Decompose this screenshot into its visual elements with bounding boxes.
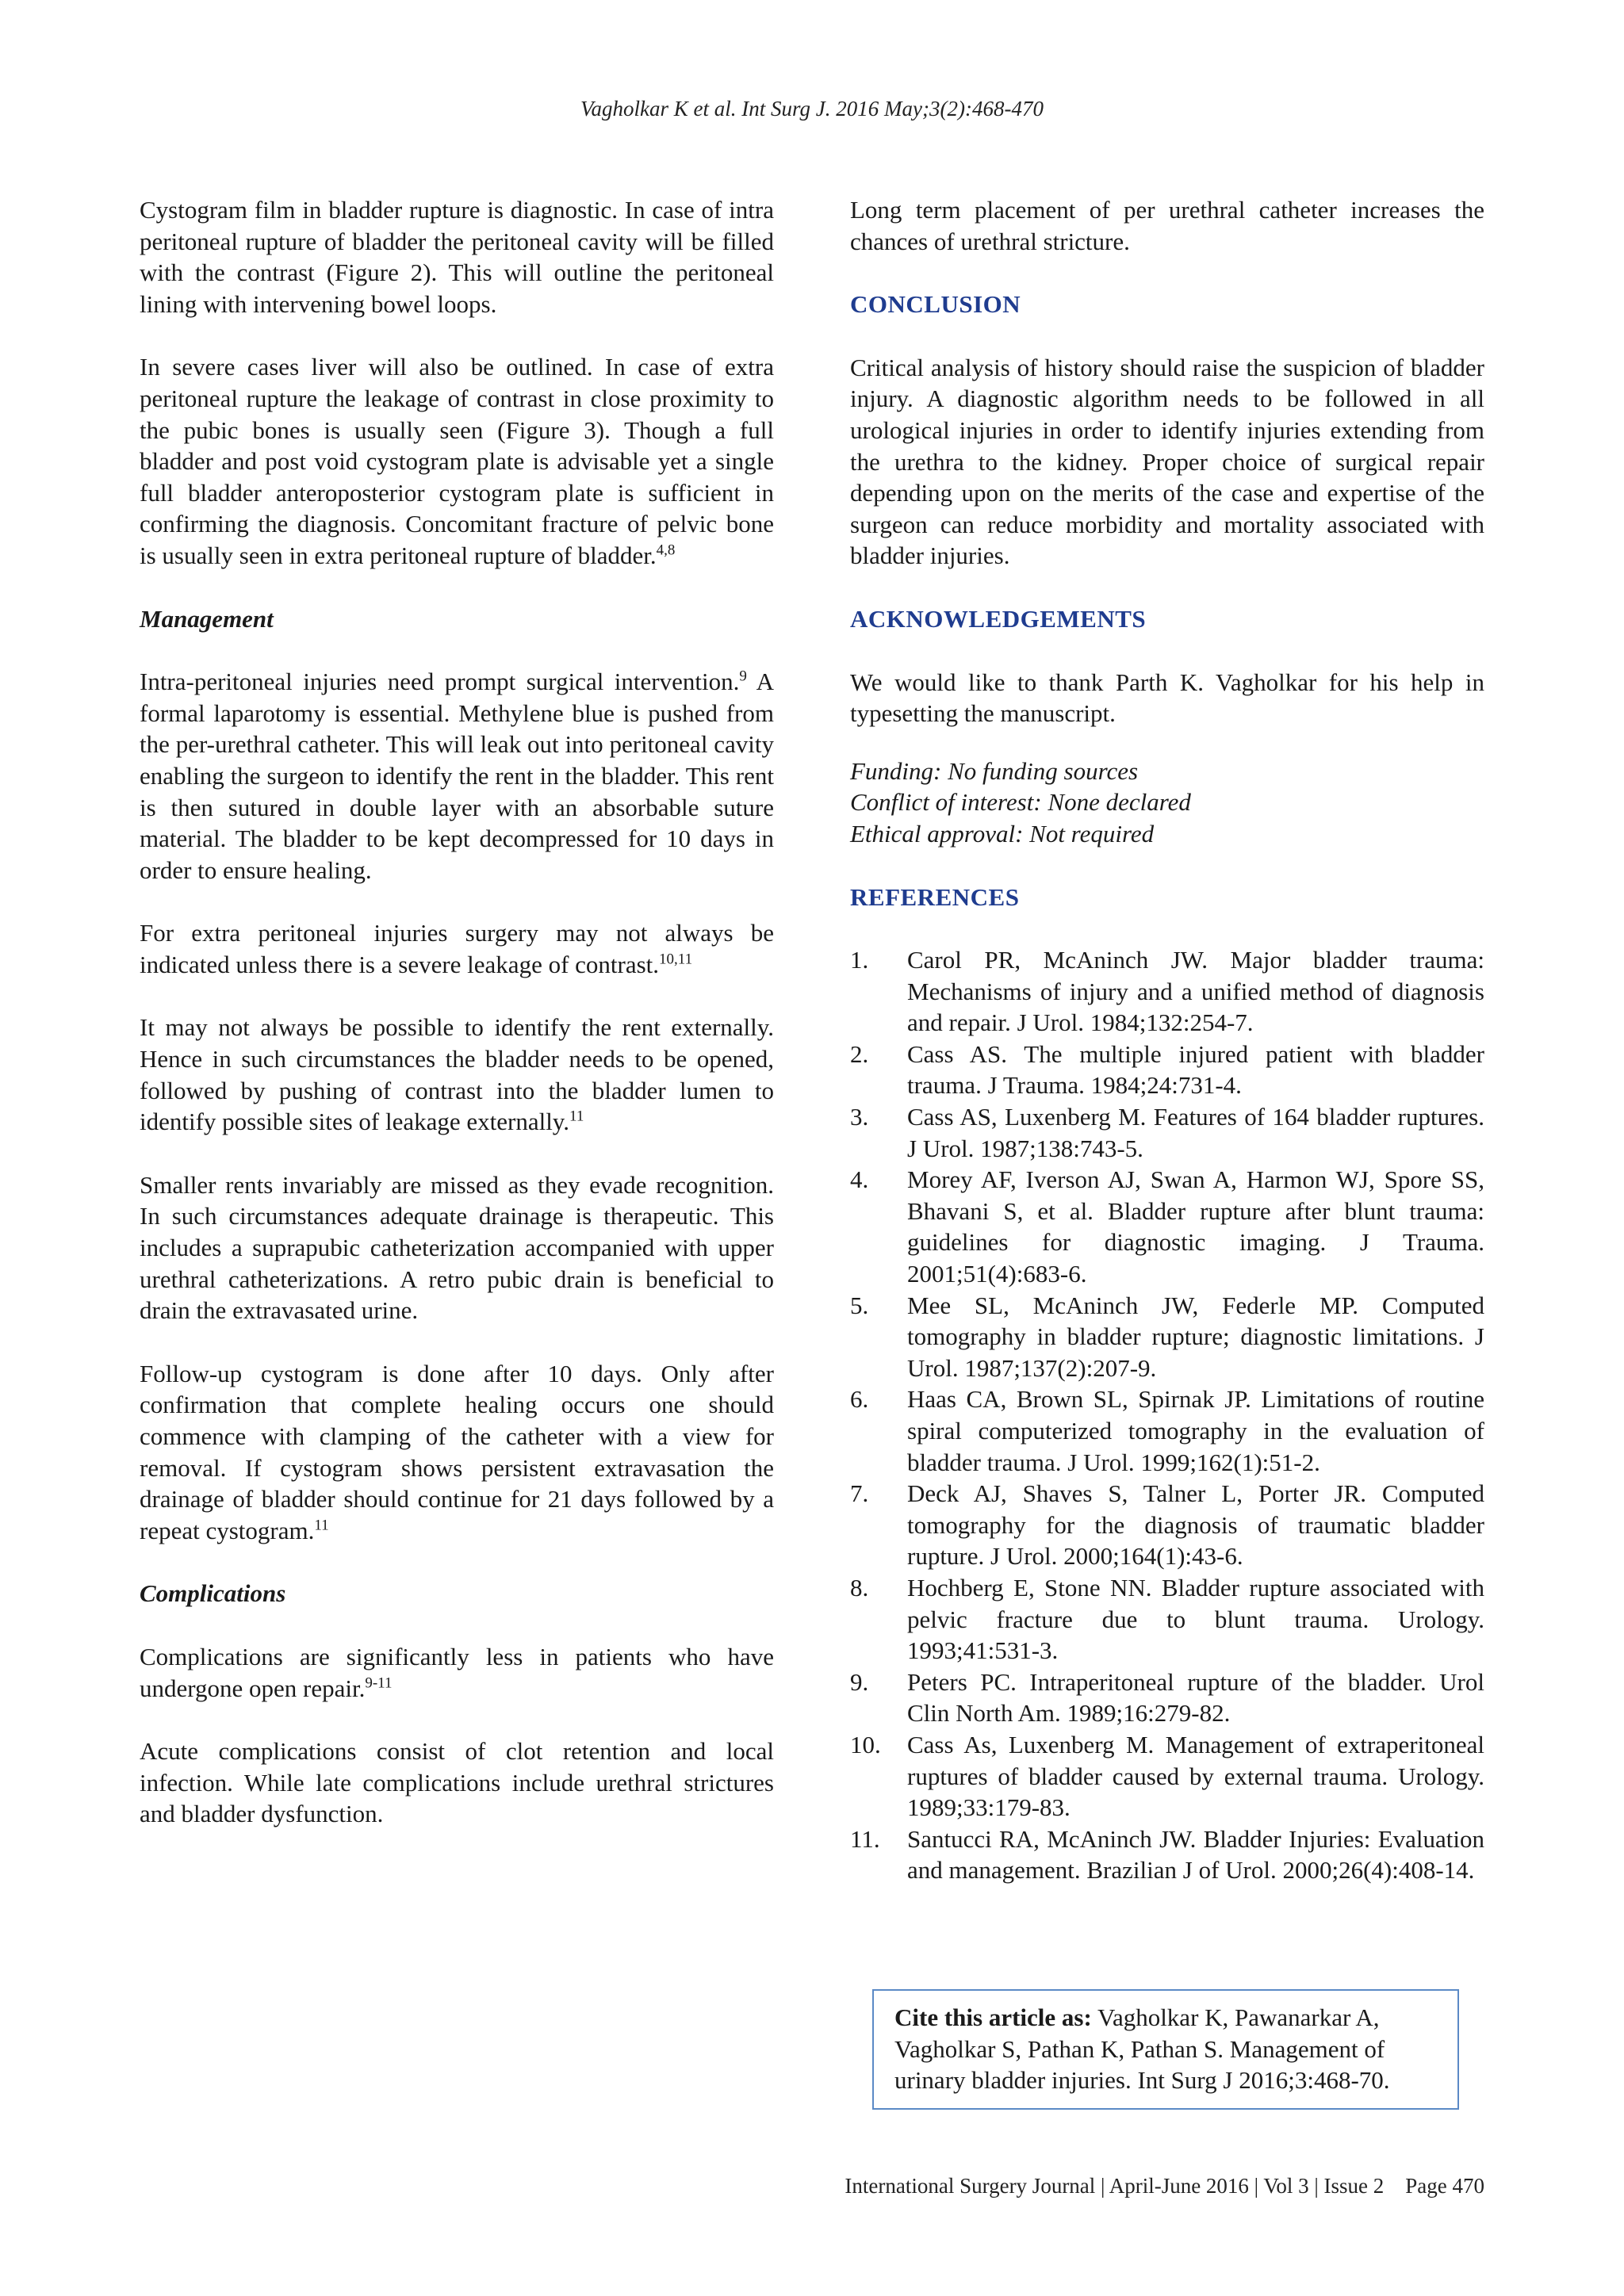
paragraph: It may not always be possible to identify the rent externally. Hence in such circumstances the bladder needs to be opened, followed by pushing of contrast into the bladder lumen to identify possible sites of leakage externally.$^{11}$ — [140, 1013, 774, 1136]
reference-item: 6. Haas CA, Brown SL, Spirnak JP. Limitations of routine spiral computerized tomography in the evaluation of bladder trauma. J Urol. 1999;162(1):51-2. — [850, 1385, 1484, 1476]
conflict-statement: Conflict of interest: None declared — [850, 788, 1191, 817]
right-column — [850, 194, 1484, 1886]
conclusion-heading: CONCLUSION — [850, 290, 1021, 319]
cite-text: Vagholkar K, Pawanarkar A, Vagholkar S, Pathan K, Pathan S. Management of urinary bladder injuries. Int Surg J 2016;3:468-70. — [894, 2003, 1390, 2095]
reference-item: 1. Carol PR, McAninch JW. Major bladder trauma: Mechanisms of injury and a unified method of diagnosis and repair. J Urol. 1984;132:254-7. — [850, 946, 1484, 1037]
reference-list — [850, 944, 1484, 1886]
paragraph: For extra peritoneal injuries surgery may not always be indicated unless there is a severe leakage of contrast.$^{10,11}$ — [140, 919, 774, 978]
funding-statement: Funding: No funding sources — [850, 756, 1139, 785]
reference-item: 10. Cass As, Luxenberg M. Management of extraperitoneal ruptures of bladder caused by external trauma. Urology. 1989;33:179-83. — [850, 1730, 1484, 1822]
citation-superscript: 9 — [739, 668, 747, 685]
paragraph: In severe cases liver will also be outlined. In case of extra peritoneal rupture the leakage of contrast in close proximity to the pubic bones is usually seen (Figure 3). Though a full bladder and post void cystogram plate is advisable yet a single full bladder anteroposterior cystogram plate is sufficient in confirming the diagnosis. Concomitant fracture of pelvic bone is usually seen in extra peritoneal rupture of bladder.$^{4,8}$ — [140, 353, 774, 569]
complications-heading: Complications — [140, 1579, 286, 1608]
reference-item: 7. Deck AJ, Shaves S, Talner L, Porter JR. Computed tomography for the diagnosis of traumatic bladder rupture. J Urol. 2000;164(1):43-6. — [850, 1479, 1484, 1571]
citation-superscript: 10,11 — [659, 951, 693, 968]
management-heading: Management — [140, 604, 274, 633]
citation-superscript: 11 — [314, 1517, 329, 1534]
reference-item: 8. Hochberg E, Stone NN. Bladder rupture associated with pelvic fracture due to blunt trauma. Urology. 1993;41:531-3. — [850, 1573, 1484, 1665]
reference-item: 5. Mee SL, McAninch JW, Federle MP. Computed tomography in bladder rupture; diagnostic limitations. J Urol. 1987;137(2):207-9. — [850, 1291, 1484, 1382]
ethics-statement: Ethical approval: Not required — [850, 819, 1155, 848]
cite-label: Cite this article as: — [894, 2003, 1092, 2031]
citation-superscript: 4,8 — [656, 541, 676, 559]
references-heading: REFERENCES — [850, 882, 1020, 911]
paragraph: Complications are significantly less in patients who have undergone open repair.$^{9-11}$ — [140, 1642, 774, 1702]
paragraph: Acute complications consist of clot retention and local infection. While late complications include urethral strictures and bladder dysfunction. — [140, 1737, 774, 1828]
page-footer: International Surgery Journal | April-June 2016 | Vol 3 | Issue 2 Page 470 — [845, 2174, 1484, 2198]
reference-item: 3. Cass AS, Luxenberg M. Features of 164 bladder ruptures. J Urol. 1987;138:743-5. — [850, 1103, 1484, 1162]
acknowledgements-heading: ACKNOWLEDGEMENTS — [850, 604, 1147, 633]
cite-box — [872, 1989, 1459, 2110]
declarations — [850, 756, 1484, 850]
reference-item: 9. Peters PC. Intraperitoneal rupture of the bladder. Urol Clin North Am. 1989;16:279-82. — [850, 1667, 1484, 1728]
paragraph: Critical analysis of history should raise the suspicion of bladder injury. A diagnostic algorithm needs to be followed in all urological injuries in order to identify injuries extending from the urethra to the kidney. Proper choice of surgical repair depending upon on the merits of the case and expertise of the surgeon can reduce morbidity and mortality associated with bladder injuries. — [850, 353, 1484, 570]
running-head: Vagholkar K et al. Int Surg J. 2016 May;3(2):468-470 — [580, 97, 1044, 121]
paragraph: Long term placement of per urethral catheter increases the chances of urethral stricture. — [850, 196, 1484, 255]
paragraph: Follow-up cystogram is done after 10 days. Only after confirmation that complete healing occurs one should commence with clamping of the catheter with a view for removal. If cystogram shows persistent extravasation the drainage of bladder should continue for 21 days followed by a repeat cystogram.$^{11}$ — [140, 1359, 774, 1544]
paragraph: Smaller rents invariably are missed as they evade recognition. In such circumstances adequate drainage is therapeutic. This includes a suprapubic catheterization accompanied with upper urethral catheterizations. A retro pubic drain is beneficial to drain the extravasated urine. — [140, 1170, 774, 1325]
reference-item: 11. Santucci RA, McAninch JW. Bladder Injuries: Evaluation and management. Brazilian J of Urol. 2000;26(4):408-14. — [850, 1824, 1484, 1885]
paragraph: Intra-peritoneal injuries need prompt surgical intervention.$^9$ A formal laparotomy is essential. Methylene blue is pushed from the per-urethral catheter. This will leak out into peritoneal cavity enabling the surgeon to identify the rent in the bladder. This rent is then sutured in double layer with an absorbable suture material. The bladder to be kept decompressed for 10 days in order to ensure healing. — [140, 668, 774, 884]
paragraph: Cystogram film in bladder rupture is diagnostic. In case of intra peritoneal rupture of bladder the peritoneal cavity will be filled with the contrast (Figure 2). This will outline the peritoneal lining with intervening bowel loops. — [140, 196, 774, 318]
reference-item: 2. Cass AS. The multiple injured patient with bladder trauma. J Trauma. 1984;24:731-4. — [850, 1039, 1484, 1100]
left-column — [140, 194, 774, 1830]
paragraph: We would like to thank Parth K. Vagholkar for his help in typesetting the manuscript. — [850, 668, 1484, 728]
citation-superscript: 9-11 — [365, 1674, 393, 1692]
reference-item: 4. Morey AF, Iverson AJ, Swan A, Harmon WJ, Spore SS, Bhavani S, et al. Bladder rupture after blunt trauma: guidelines for diagnostic imaging. J Trauma. 2001;51(4):683-6. — [850, 1165, 1484, 1288]
citation-superscript: 11 — [569, 1108, 584, 1125]
